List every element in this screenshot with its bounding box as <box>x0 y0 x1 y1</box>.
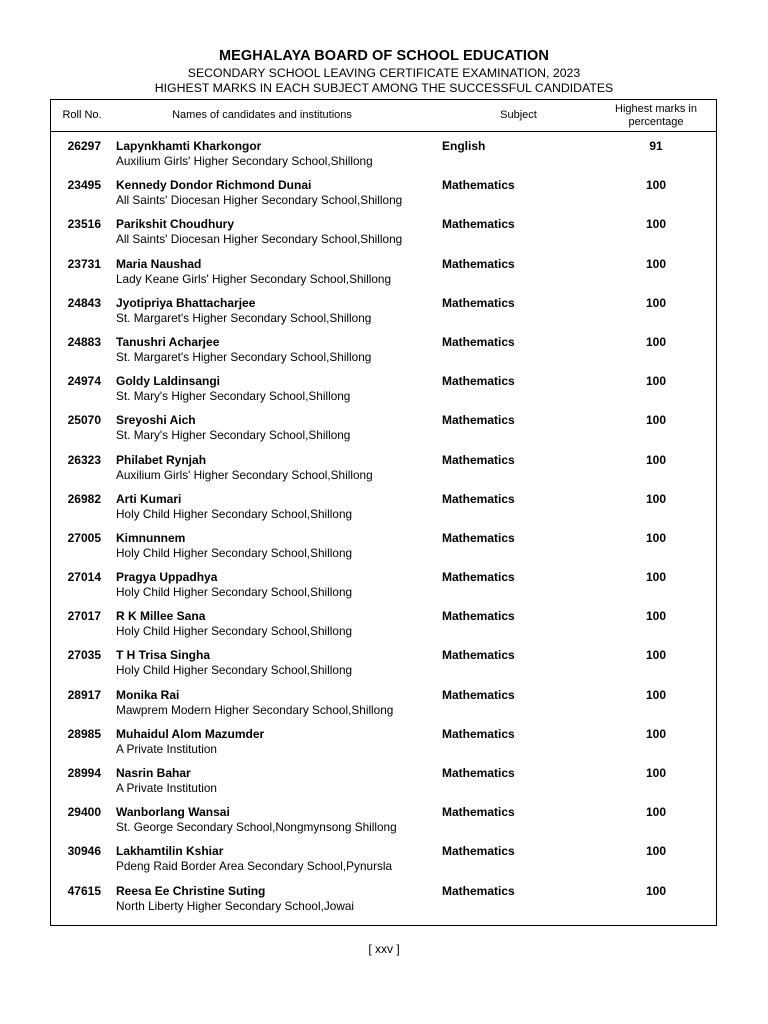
candidate-block <box>116 335 371 365</box>
table-row <box>51 374 716 413</box>
report-subtitle: HIGHEST MARKS IN EACH SUBJECT AMONG THE SUCCESSFUL CANDIDATES <box>154 81 614 95</box>
marks: 100 <box>645 295 667 310</box>
institution-name: Auxilium Girls' Higher Secondary School,Shillong <box>116 154 373 168</box>
institution-name: St. Margaret's Higher Secondary School,Shillong <box>116 310 372 325</box>
candidate-block <box>116 688 393 718</box>
candidate-block <box>116 766 217 796</box>
roll-number: 23495 <box>67 178 101 193</box>
roll-number: 26297 <box>67 139 101 153</box>
candidate-block <box>116 178 402 208</box>
table-row <box>51 296 716 335</box>
institution-name: Auxilium Girls' Higher Secondary School,Shillong <box>116 467 373 482</box>
exam-name: SECONDARY SCHOOL LEAVING CERTIFICATE EXAMINATION, 2023 <box>187 66 581 80</box>
candidate-name: Pragya Uppadhya <box>116 570 218 585</box>
marks: 100 <box>645 334 667 349</box>
subject: Mathematics <box>442 844 515 859</box>
marks: 100 <box>645 217 667 232</box>
roll-number: 27014 <box>67 570 101 585</box>
table-row <box>51 648 716 687</box>
roll-number: 29400 <box>67 805 101 820</box>
table-row <box>51 570 716 609</box>
candidate-name: T H Trisa Singha <box>116 648 211 663</box>
candidate-name: Parikshit Choudhury <box>116 217 235 232</box>
marks: 100 <box>645 883 667 898</box>
candidate-block <box>116 844 392 874</box>
candidate-block <box>116 492 352 522</box>
candidate-name: Kennedy Dondor Richmond Dunai <box>116 178 312 193</box>
roll-number: 27035 <box>67 648 101 663</box>
table-row <box>51 688 716 727</box>
candidate-name: Nasrin Bahar <box>116 766 191 780</box>
roll-number: 23516 <box>67 217 101 232</box>
subject: Mathematics <box>442 452 515 467</box>
candidate-block <box>116 570 352 600</box>
subject: Mathematics <box>442 178 515 193</box>
subject: Mathematics <box>442 805 515 820</box>
institution-name: St. Margaret's Higher Secondary School,Shillong <box>116 349 372 364</box>
candidate-block <box>116 139 373 169</box>
subject: Mathematics <box>442 256 515 271</box>
marks: 100 <box>645 178 667 193</box>
candidate-name: Lakhamtilin Kshiar <box>116 844 224 859</box>
marks: 100 <box>645 452 667 467</box>
subject: Mathematics <box>442 491 515 506</box>
candidate-name: Kimnunnem <box>116 530 186 545</box>
marks: 100 <box>645 844 667 859</box>
candidate-name: Wanborlang Wansai <box>116 805 230 820</box>
candidate-name: Maria Naushad <box>116 256 202 271</box>
subject: Mathematics <box>442 334 515 349</box>
institution-name: St. Mary's Higher Secondary School,Shillong <box>116 428 351 443</box>
institution-name: Mawprem Modern Higher Secondary School,Shillong <box>116 702 394 717</box>
roll-number: 23731 <box>67 256 101 271</box>
candidate-block <box>116 884 354 914</box>
table-body <box>51 139 716 923</box>
table-header <box>51 100 716 132</box>
candidate-name: R K Millee Sana <box>116 609 206 624</box>
table-row <box>51 609 716 648</box>
table-row <box>51 727 716 766</box>
column-header-names: Names of candidates and institutions <box>172 109 352 121</box>
board-title: MEGHALAYA BOARD OF SCHOOL EDUCATION <box>218 48 550 64</box>
institution-name: Pdeng Raid Border Area Secondary School,Pynursla <box>116 859 393 874</box>
table-row <box>51 257 716 296</box>
marks: 100 <box>645 256 667 271</box>
candidate-name: Lapynkhamti Kharkongor <box>116 139 262 153</box>
subject: Mathematics <box>442 609 515 624</box>
candidate-name: Sreyoshi Aich <box>116 413 196 428</box>
marks: 100 <box>645 530 667 545</box>
roll-number: 27017 <box>67 609 101 624</box>
candidate-name: Arti Kumari <box>116 491 182 506</box>
table-row <box>51 844 716 883</box>
institution-name: All Saints' Diocesan Higher Secondary School,Shillong <box>116 232 403 247</box>
institution-name: All Saints' Diocesan Higher Secondary School,Shillong <box>116 193 403 208</box>
candidate-block <box>116 609 352 639</box>
marks: 100 <box>645 570 667 585</box>
table-row <box>51 766 716 805</box>
table-row <box>51 335 716 374</box>
subject: Mathematics <box>442 648 515 663</box>
marks: 100 <box>645 491 667 506</box>
candidate-block <box>116 648 352 678</box>
roll-number: 27005 <box>67 530 101 545</box>
marks: 100 <box>645 609 667 624</box>
institution-name: Holy Child Higher Secondary School,Shillong <box>116 624 353 639</box>
candidate-block <box>116 453 373 483</box>
subject: Mathematics <box>442 766 515 780</box>
institution-name: Lady Keane Girls' Higher Secondary School,Shillong <box>116 271 392 286</box>
results-table <box>50 99 717 926</box>
candidate-name: Goldy Laldinsangi <box>116 374 221 389</box>
institution-name: A Private Institution <box>116 781 217 795</box>
candidate-name: Tanushri Acharjee <box>116 334 220 349</box>
roll-number: 24974 <box>67 374 101 389</box>
roll-number: 30946 <box>67 844 101 859</box>
table-row <box>51 178 716 217</box>
marks: 100 <box>645 413 667 428</box>
roll-number: 28985 <box>67 726 101 741</box>
institution-name: Holy Child Higher Secondary School,Shillong <box>116 506 353 521</box>
institution-name: North Liberty Higher Secondary School,Jowai <box>116 898 355 913</box>
subject: Mathematics <box>442 217 515 232</box>
table-row <box>51 413 716 452</box>
institution-name: Holy Child Higher Secondary School,Shillong <box>116 545 353 560</box>
column-header-subject: Subject <box>500 109 537 121</box>
table-row <box>51 531 716 570</box>
table-row <box>51 139 716 178</box>
candidate-block <box>116 805 397 835</box>
page-number: [ xxv ] <box>368 942 400 956</box>
candidate-block <box>116 257 391 287</box>
table-row <box>51 884 716 923</box>
candidate-name: Muhaidul Alom Mazumder <box>116 726 265 741</box>
subject: English <box>442 139 486 153</box>
subject: Mathematics <box>442 295 515 310</box>
subject: Mathematics <box>442 413 515 428</box>
institution-name: Holy Child Higher Secondary School,Shillong <box>116 585 353 600</box>
marks: 100 <box>645 766 667 780</box>
marks: 100 <box>645 726 667 741</box>
candidate-name: Reesa Ee Christine Suting <box>116 883 266 898</box>
column-header-marks: Highest marks in percentage <box>615 102 697 128</box>
candidate-block <box>116 296 371 326</box>
candidate-name: Jyotipriya Bhattacharjee <box>116 295 256 310</box>
subject: Mathematics <box>442 530 515 545</box>
marks: 91 <box>649 139 663 153</box>
roll-number: 25070 <box>67 413 101 428</box>
roll-number: 47615 <box>67 883 101 898</box>
institution-name: St. Mary's Higher Secondary School,Shillong <box>116 389 351 404</box>
subject: Mathematics <box>442 570 515 585</box>
candidate-name: Monika Rai <box>116 687 180 702</box>
roll-number: 28994 <box>67 766 101 780</box>
table-row <box>51 217 716 256</box>
institution-name: St. George Secondary School,Nongmynsong Shillong <box>116 820 397 835</box>
subject: Mathematics <box>442 726 515 741</box>
subject: Mathematics <box>442 883 515 898</box>
subject: Mathematics <box>442 374 515 389</box>
roll-number: 26323 <box>67 452 101 467</box>
subject: Mathematics <box>442 687 515 702</box>
roll-number: 28917 <box>67 687 101 702</box>
candidate-block <box>116 531 352 561</box>
institution-name: A Private Institution <box>116 741 217 756</box>
candidate-block <box>116 727 264 757</box>
roll-number: 24883 <box>67 334 101 349</box>
candidate-block <box>116 374 350 404</box>
institution-name: Holy Child Higher Secondary School,Shillong <box>116 663 353 678</box>
candidate-block <box>116 217 402 247</box>
candidate-name: Philabet Rynjah <box>116 452 207 467</box>
table-row <box>51 805 716 844</box>
roll-number: 24843 <box>67 295 101 310</box>
table-row <box>51 453 716 492</box>
table-row <box>51 492 716 531</box>
marks: 100 <box>645 648 667 663</box>
column-header-roll: Roll No. <box>62 109 102 121</box>
marks: 100 <box>645 687 667 702</box>
marks: 100 <box>645 805 667 820</box>
marks: 100 <box>645 374 667 389</box>
candidate-block <box>116 413 350 443</box>
roll-number: 26982 <box>67 491 101 506</box>
